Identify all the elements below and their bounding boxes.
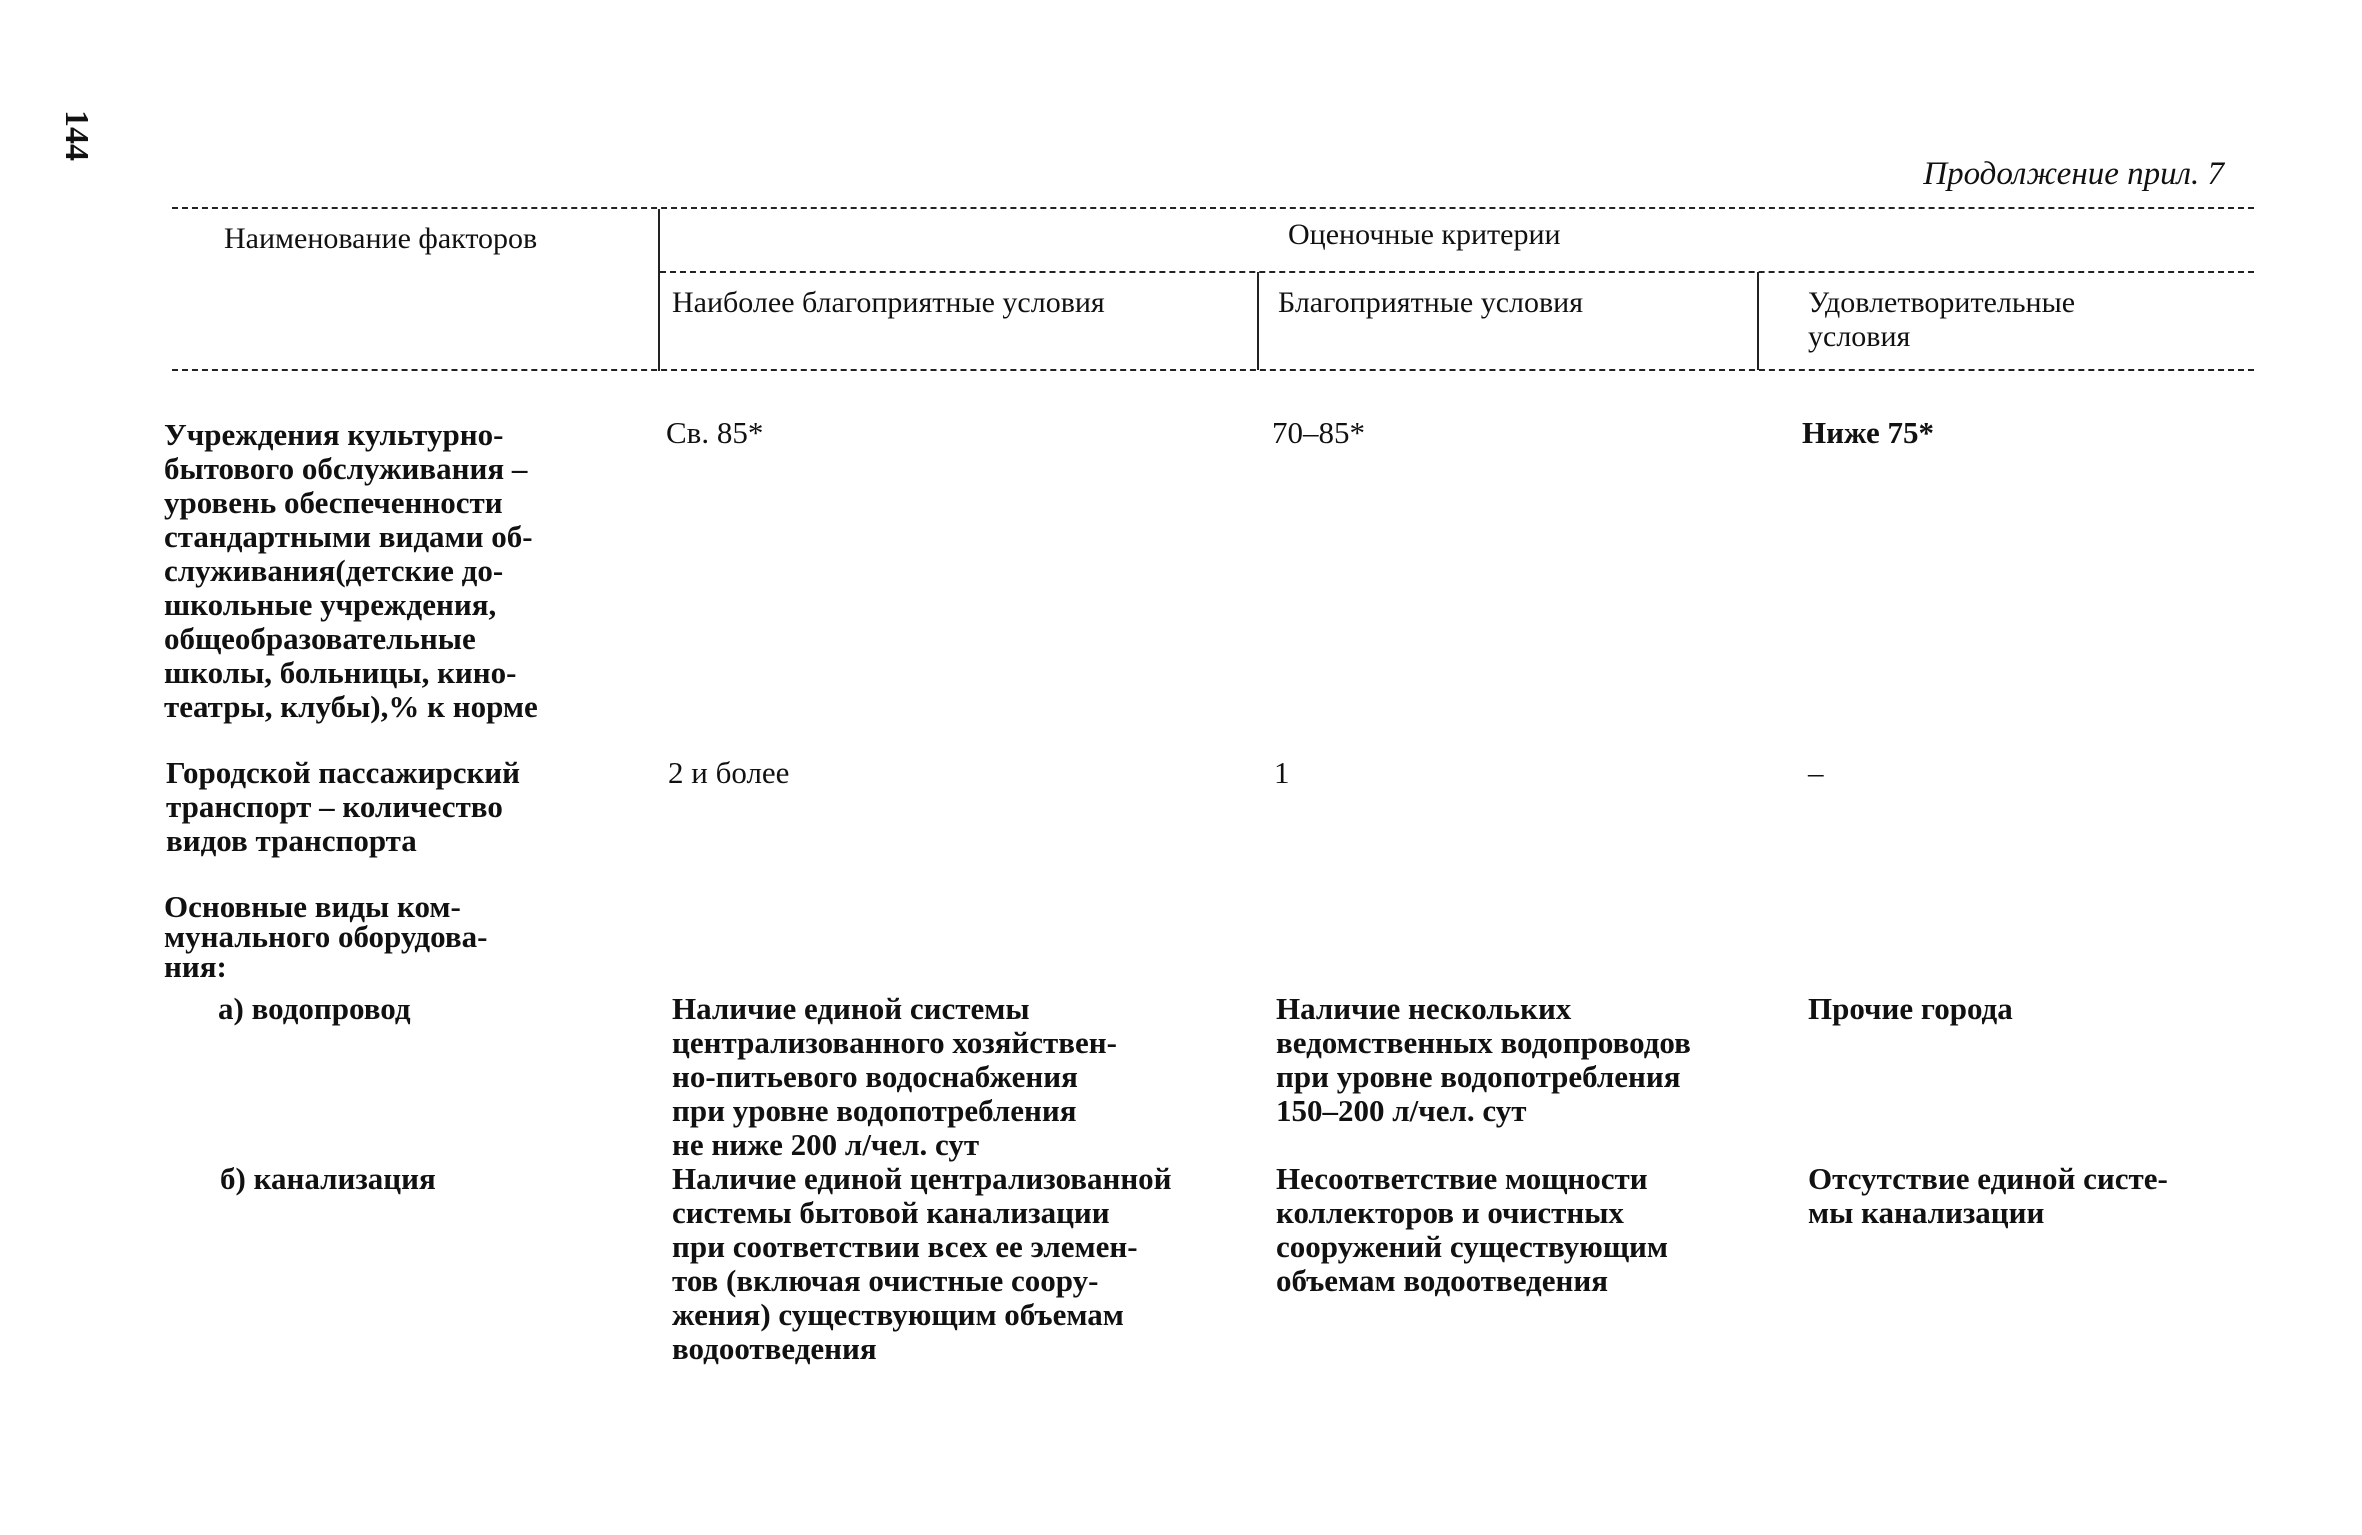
row3-factor	[164, 889, 488, 984]
row1-factor-line: служивания(детские до-	[164, 553, 504, 588]
row4-factor	[218, 992, 411, 1026]
row5-best-line: тов (включая очистные соору-	[672, 1263, 1099, 1298]
row2-factor-line: транспорт – количество	[166, 789, 503, 824]
header-top-rule	[172, 207, 2254, 209]
row4-best-line: Наличие единой системы	[672, 991, 1030, 1026]
row1-factor-line: уровень обеспеченности	[164, 485, 503, 520]
row2-good-value: 1	[1274, 755, 1290, 790]
row1-factor-line: школы, больницы, кино-	[164, 655, 517, 690]
row1-factor-line: общеобразовательные	[164, 621, 476, 656]
header-factor-name: Наименование факторов	[224, 222, 538, 255]
row5-ok-line: мы канализации	[1808, 1195, 2045, 1230]
row1-factor-line: школьные учреждения,	[164, 587, 497, 622]
row4-good-line: ведомственных водопроводов	[1276, 1025, 1691, 1060]
row4-ok-line: Прочие города	[1808, 991, 2013, 1026]
row5-ok	[1808, 1162, 2168, 1230]
header-divider-factor	[658, 209, 660, 371]
header-bottom-rule	[172, 369, 2254, 371]
header-col-ok	[1808, 286, 2075, 354]
row1-good	[1272, 416, 1365, 450]
row5-good-line: объемам водоотведения	[1276, 1263, 1608, 1298]
row1-good-value: 70–85*	[1272, 415, 1365, 450]
row5-good-line: сооружений существующим	[1276, 1229, 1669, 1264]
row5-good-line: Несоответствие мощности	[1276, 1161, 1648, 1196]
continuation-label: Продолжение прил. 7	[1923, 156, 2224, 192]
row1-factor-line: стандартными видами об-	[164, 519, 533, 554]
row4-best-line: не ниже 200 л/чел. сут	[672, 1127, 980, 1162]
row5-good	[1276, 1162, 1668, 1298]
row1-ok-value: Ниже 75*	[1802, 415, 1935, 450]
row5-best-line: жения) существующим объемам	[672, 1297, 1124, 1332]
row4-best	[672, 992, 1117, 1162]
row2-factor-line: видов транспорта	[166, 823, 417, 858]
row1-factor	[164, 418, 538, 724]
row2-best	[668, 756, 789, 790]
row1-factor-line: театры, клубы),% к норме	[164, 689, 538, 724]
header-col-best: Наиболее благоприятные условия	[672, 286, 1105, 319]
row2-ok-value: –	[1808, 755, 1824, 790]
row5-good-line: коллекторов и очистных	[1276, 1195, 1624, 1230]
row5-factor-line: б) канализация	[220, 1161, 436, 1196]
header-col-good: Благоприятные условия	[1278, 286, 1584, 319]
header-col-ok-line1: Удовлетворительные	[1808, 286, 2076, 319]
header-mid-rule	[660, 271, 2254, 273]
row2-ok	[1808, 756, 1824, 790]
header-divider-good	[1757, 272, 1759, 370]
header-col-ok-line2: условия	[1808, 320, 1911, 353]
row4-factor-line: а) водопровод	[218, 991, 411, 1026]
row4-best-line: но-питьевого водоснабжения	[672, 1059, 1078, 1094]
row5-best-line: Наличие единой централизованной	[672, 1161, 1172, 1196]
row1-ok	[1802, 416, 1934, 450]
row5-best-line: водоотведения	[672, 1331, 877, 1366]
row1-factor-line: бытового обслуживания –	[164, 451, 528, 486]
row4-good	[1276, 992, 1691, 1128]
row3-factor-line: ния:	[164, 949, 227, 984]
row1-best-value: Св. 85*	[666, 415, 764, 450]
header-divider-best	[1257, 272, 1259, 370]
row2-best-value: 2 и более	[668, 755, 790, 790]
header-criteria-group: Оценочные критерии	[1288, 218, 1561, 251]
row3-factor-line: Основные виды ком-	[164, 889, 461, 924]
row5-best	[672, 1162, 1172, 1366]
row1-factor-line: Учреждения культурно-	[164, 417, 504, 452]
page-number: 144	[58, 110, 95, 161]
row2-factor	[166, 756, 520, 858]
row4-good-line: Наличие нескольких	[1276, 991, 1572, 1026]
row2-factor-line: Городской пассажирский	[166, 755, 521, 790]
row4-best-line: централизованного хозяйствен-	[672, 1025, 1117, 1060]
row5-factor	[220, 1162, 436, 1196]
row5-ok-line: Отсутствие единой систе-	[1808, 1161, 2168, 1196]
row2-good	[1274, 756, 1290, 790]
row4-ok	[1808, 992, 2013, 1026]
row5-best-line: системы бытовой канализации	[672, 1195, 1110, 1230]
row5-best-line: при соответствии всех ее элемен-	[672, 1229, 1138, 1264]
row4-best-line: при уровне водопотребления	[672, 1093, 1077, 1128]
row4-good-line: при уровне водопотребления	[1276, 1059, 1681, 1094]
row4-good-line: 150–200 л/чел. сут	[1276, 1093, 1527, 1128]
row1-best	[666, 416, 763, 450]
row3-factor-line: мунального оборудова-	[164, 919, 488, 954]
